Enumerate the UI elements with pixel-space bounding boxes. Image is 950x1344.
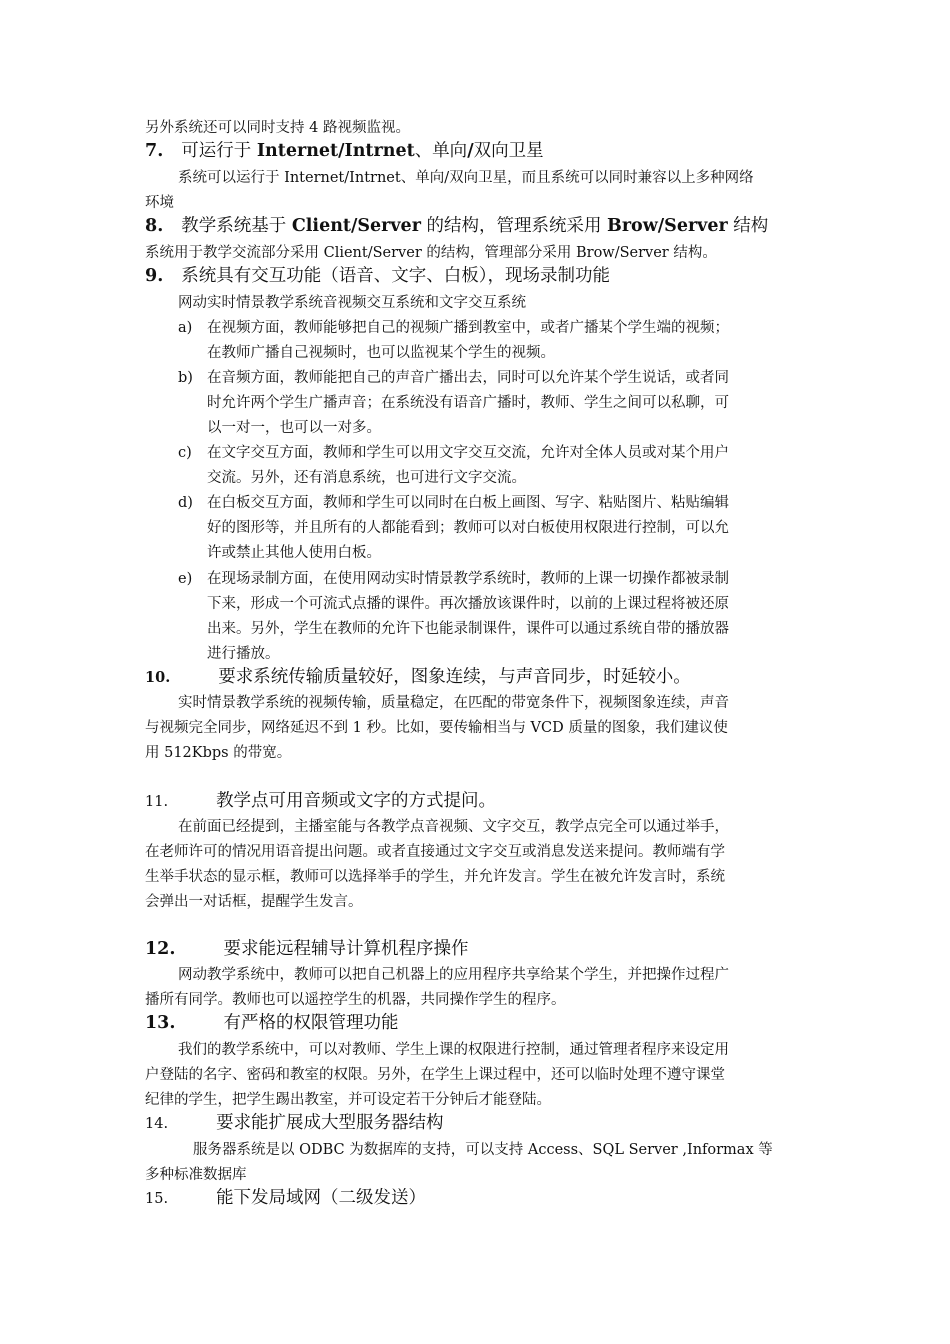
section-number: 7: [145, 141, 158, 161]
section-15-heading: 15. 能下发局域网（二级发送）: [145, 1188, 427, 1208]
section-13-body-line: 户登陆的名字、密码和教室的权限。另外，在学生上课过程中，还可以临时处理不遵守课堂: [145, 1067, 725, 1083]
list-item-line: 许或禁止其他人使用白板。: [207, 545, 381, 561]
section-14-heading: 14. 要求能扩展成大型服务器结构: [145, 1113, 444, 1133]
list-marker: b): [178, 370, 193, 386]
section-10-body-line: 实时情景教学系统的视频传输，质量稳定，在匹配的带宽条件下，视频图象连续，声音: [178, 695, 729, 711]
section-11-body-line: 在前面已经提到，主播室能与各教学点音视频、文字交互，教学点完全可以通过举手，: [178, 819, 729, 835]
section-number: 11.: [145, 794, 169, 810]
section-number: 12.: [145, 939, 176, 959]
list-item-line: 在现场录制方面，在使用网动实时情景教学系统时，教师的上课一切操作都被录制: [207, 571, 729, 587]
section-12-heading: 12. 要求能远程辅导计算机程序操作: [145, 939, 469, 959]
section-14-body-line: 服务器系统是以 ODBC 为数据库的支持，可以支持 Access、SQL Server ,Informax 等: [193, 1142, 773, 1158]
section-10-heading: 10. 要求系统传输质量较好，图象连续，与声音同步，时延较小。: [145, 667, 691, 687]
list-item-line: 时允许两个学生广播声音；在系统没有语音广播时，教师、学生之间可以私聊，可: [207, 395, 729, 411]
list-item-line: 在文字交互方面，教师和学生可以用文字交互交流，允许对全体人员或对某个用户: [207, 445, 729, 461]
section-number: 14.: [145, 1116, 169, 1132]
section-12-body-line: 网动教学系统中，教师可以把自己机器上的应用程序共享给某个学生，并把操作过程广: [178, 967, 729, 983]
list-item-line: 在视频方面，教师能够把自己的视频广播到教室中，或者广播某个学生端的视频；: [207, 320, 729, 336]
section-7-body-line: 环境: [145, 195, 174, 211]
intro-paragraph: 另外系统还可以同时支持 4 路视频监视。: [145, 120, 410, 136]
section-number: 8: [145, 216, 158, 236]
section-10-body-line: 用 512Kbps 的带宽。: [145, 745, 292, 761]
section-number: 15.: [145, 1191, 169, 1207]
list-item-line: 交流。另外，还有消息系统，也可进行文字交流。: [207, 470, 526, 486]
section-number: 9: [145, 266, 158, 286]
list-item-line: 在白板交互方面，教师和学生可以同时在白板上画图、写字、粘贴图片、粘贴编辑: [207, 495, 729, 511]
list-item-line: 进行播放。: [207, 646, 280, 662]
list-item-line: 好的图形等，并且所有的人都能看到；教师可以对白板使用权限进行控制，可以允: [207, 520, 729, 536]
section-11-heading: 11. 教学点可用音频或文字的方式提问。: [145, 791, 497, 811]
section-12-body-line: 播所有同学。教师也可以遥控学生的机器，共同操作学生的程序。: [145, 992, 566, 1008]
section-11-body-line: 在老师许可的情况用语音提出问题。或者直接通过文字交互或消息发送来提问。教师端有学: [145, 844, 725, 860]
section-8-heading: 8. 教学系统基于 Client/Server 的结构，管理系统采用 Brow/Server 结构: [145, 216, 769, 236]
section-13-heading: 13. 有严格的权限管理功能: [145, 1013, 399, 1033]
section-11-body-line: 生举手状态的显示框，教师可以选择举手的学生，并允许发言。学生在被允许发言时，系统: [145, 869, 725, 885]
list-item-line: 下来，形成一个可流式点播的课件。再次播放该课件时，以前的上课过程将被还原: [207, 596, 729, 612]
list-item-line: 在教师广播自己视频时，也可以监视某个学生的视频。: [207, 345, 555, 361]
list-marker: c): [178, 445, 192, 461]
section-11-body-line: 会弹出一对话框，提醒学生发言。: [145, 894, 363, 910]
list-marker: a): [178, 320, 193, 336]
section-9-heading: 9. 系统具有交互功能（语音、文字、白板），现场录制功能: [145, 266, 611, 286]
list-marker: e): [178, 571, 193, 587]
list-marker: d): [178, 495, 193, 511]
section-number: 13.: [145, 1013, 176, 1033]
section-13-body-line: 我们的教学系统中，可以对教师、学生上课的权限进行控制，通过管理者程序来设定用: [178, 1042, 729, 1058]
section-8-body-line: 系统用于教学交流部分采用 Client/Server 的结构，管理部分采用 Brow/Server 结构。: [145, 245, 717, 261]
section-7-heading: 7. 可运行于 Internet/Intrnet、单向/双向卫星: [145, 141, 544, 161]
list-item-line: 出来。另外，学生在教师的允许下也能录制课件，课件可以通过系统自带的播放器: [207, 621, 729, 637]
section-number: 10.: [145, 669, 171, 686]
list-item-line: 在音频方面，教师能把自己的声音广播出去，同时可以允许某个学生说话，或者同: [207, 370, 729, 386]
section-7-body-line: 系统可以运行于 Internet/Intrnet、单向/双向卫星，而且系统可以同时兼容以上多种网络: [178, 170, 754, 186]
section-14-body-line: 多种标准数据库: [145, 1167, 247, 1183]
section-10-body-line: 与视频完全同步，网络延迟不到 1 秒。比如，要传输相当与 VCD 质量的图象，我们建议使: [145, 720, 728, 736]
list-item-line: 以一对一，也可以一对多。: [207, 420, 381, 436]
section-13-body-line: 纪律的学生，把学生踢出教室，并可设定若干分钟后才能登陆。: [145, 1092, 551, 1108]
section-9-subheading: 网动实时情景教学系统音视频交互系统和文字交互系统: [178, 295, 526, 311]
